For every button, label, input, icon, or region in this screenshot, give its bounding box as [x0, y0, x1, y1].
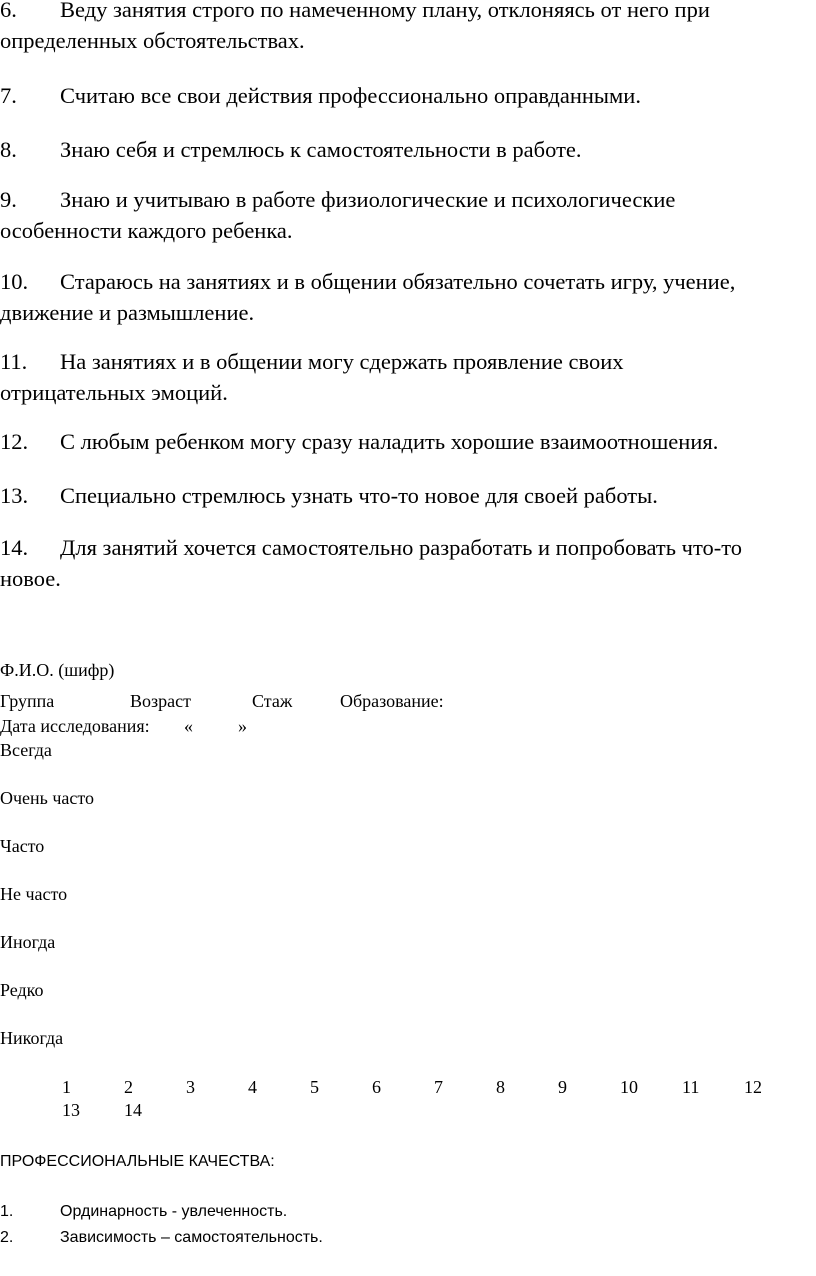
statement-text-cont: новое. — [0, 566, 61, 591]
axis-label: 14 — [124, 1100, 142, 1120]
statement-number: 10. — [0, 269, 29, 294]
statement-number: 14. — [0, 535, 29, 560]
axis-label: 3 — [186, 1077, 195, 1097]
statement-text: Считаю все свои действия профессионально оправданными. — [60, 83, 641, 108]
statement-text: Веду занятия строго по намеченному плану, отклоняясь от него при — [60, 0, 710, 22]
scale-sometimes: Иногда — [0, 932, 56, 952]
statement-text: Знаю и учитываю в работе физиологические и психологические — [60, 187, 676, 212]
statement-number: 12. — [0, 429, 29, 454]
date-quote-close: » — [238, 716, 247, 736]
experience-label: Стаж — [252, 691, 293, 711]
education-label: Образование: — [340, 691, 444, 711]
axis-label: 12 — [744, 1077, 762, 1097]
statement-14 — [0, 532, 812, 594]
statement-11 — [0, 346, 812, 408]
quality-text: Зависимость – самостоятельность. — [60, 1229, 323, 1246]
scale-very-often: Очень часто — [0, 788, 95, 808]
group-label: Группа — [0, 691, 55, 711]
scale-never: Никогда — [0, 1028, 64, 1048]
statement-text: Для занятий хочется самостоятельно разработать и попробовать что-то — [60, 535, 743, 560]
axis-label: 10 — [620, 1077, 638, 1097]
axis-label: 7 — [434, 1077, 443, 1097]
quality-number: 2. — [0, 1229, 14, 1246]
date-quote-open: « — [184, 716, 193, 736]
statement-number: 8. — [0, 137, 17, 162]
quality-text: Ординарность - увлеченность. — [60, 1203, 288, 1220]
scale-not-often: Не часто — [0, 884, 68, 904]
quality-item — [0, 1201, 287, 1223]
quality-item — [0, 1227, 323, 1249]
statement-number: 11. — [0, 349, 28, 374]
statement-7 — [0, 80, 812, 111]
statement-12 — [0, 426, 812, 457]
axis-label: 4 — [248, 1077, 257, 1097]
statement-number: 13. — [0, 483, 29, 508]
statement-text-cont: отрицательных эмоций. — [0, 380, 228, 405]
date-label: Дата исследования: — [0, 716, 150, 736]
axis-label: 9 — [558, 1077, 567, 1097]
scale-often: Часто — [0, 836, 45, 856]
statement-text-cont: определенных обстоятельствах. — [0, 28, 305, 53]
fio-label: Ф.И.О. (шифр) — [0, 660, 115, 680]
axis-label: 6 — [372, 1077, 381, 1097]
statement-13 — [0, 480, 812, 511]
statement-number: 7. — [0, 83, 17, 108]
statement-text: С любым ребенком могу сразу наладить хорошие взаимоотношения. — [60, 429, 719, 454]
statement-number: 9. — [0, 187, 17, 212]
scale-rarely: Редко — [0, 980, 44, 1000]
statement-text-cont: особенности каждого ребенка. — [0, 218, 293, 243]
axis-label: 1 — [62, 1077, 71, 1097]
statement-text: На занятиях и в общении могу сдержать проявление своих — [60, 349, 624, 374]
statement-number: 6. — [0, 0, 17, 22]
axis-label: 8 — [496, 1077, 505, 1097]
statement-text-cont: движение и размышление. — [0, 300, 255, 325]
axis-label: 5 — [310, 1077, 319, 1097]
statement-text: Стараюсь на занятиях и в общении обязательно сочетать игру, учение, — [60, 269, 736, 294]
axis-label: 13 — [62, 1100, 80, 1120]
axis-label: 11 — [682, 1077, 700, 1097]
quality-number: 1. — [0, 1203, 14, 1220]
statement-6 — [0, 0, 812, 56]
qualities-title: ПРОФЕССИОНАЛЬНЫЕ КАЧЕСТВА: — [0, 1153, 275, 1170]
statement-9 — [0, 184, 812, 246]
age-label: Возраст — [130, 691, 191, 711]
statement-text: Специально стремлюсь узнать что-то новое для своей работы. — [60, 483, 658, 508]
scale-always: Всегда — [0, 740, 52, 760]
statement-8 — [0, 134, 812, 165]
statement-10 — [0, 266, 812, 328]
statement-text: Знаю себя и стремлюсь к самостоятельности в работе. — [60, 137, 582, 162]
axis-label: 2 — [124, 1077, 133, 1097]
